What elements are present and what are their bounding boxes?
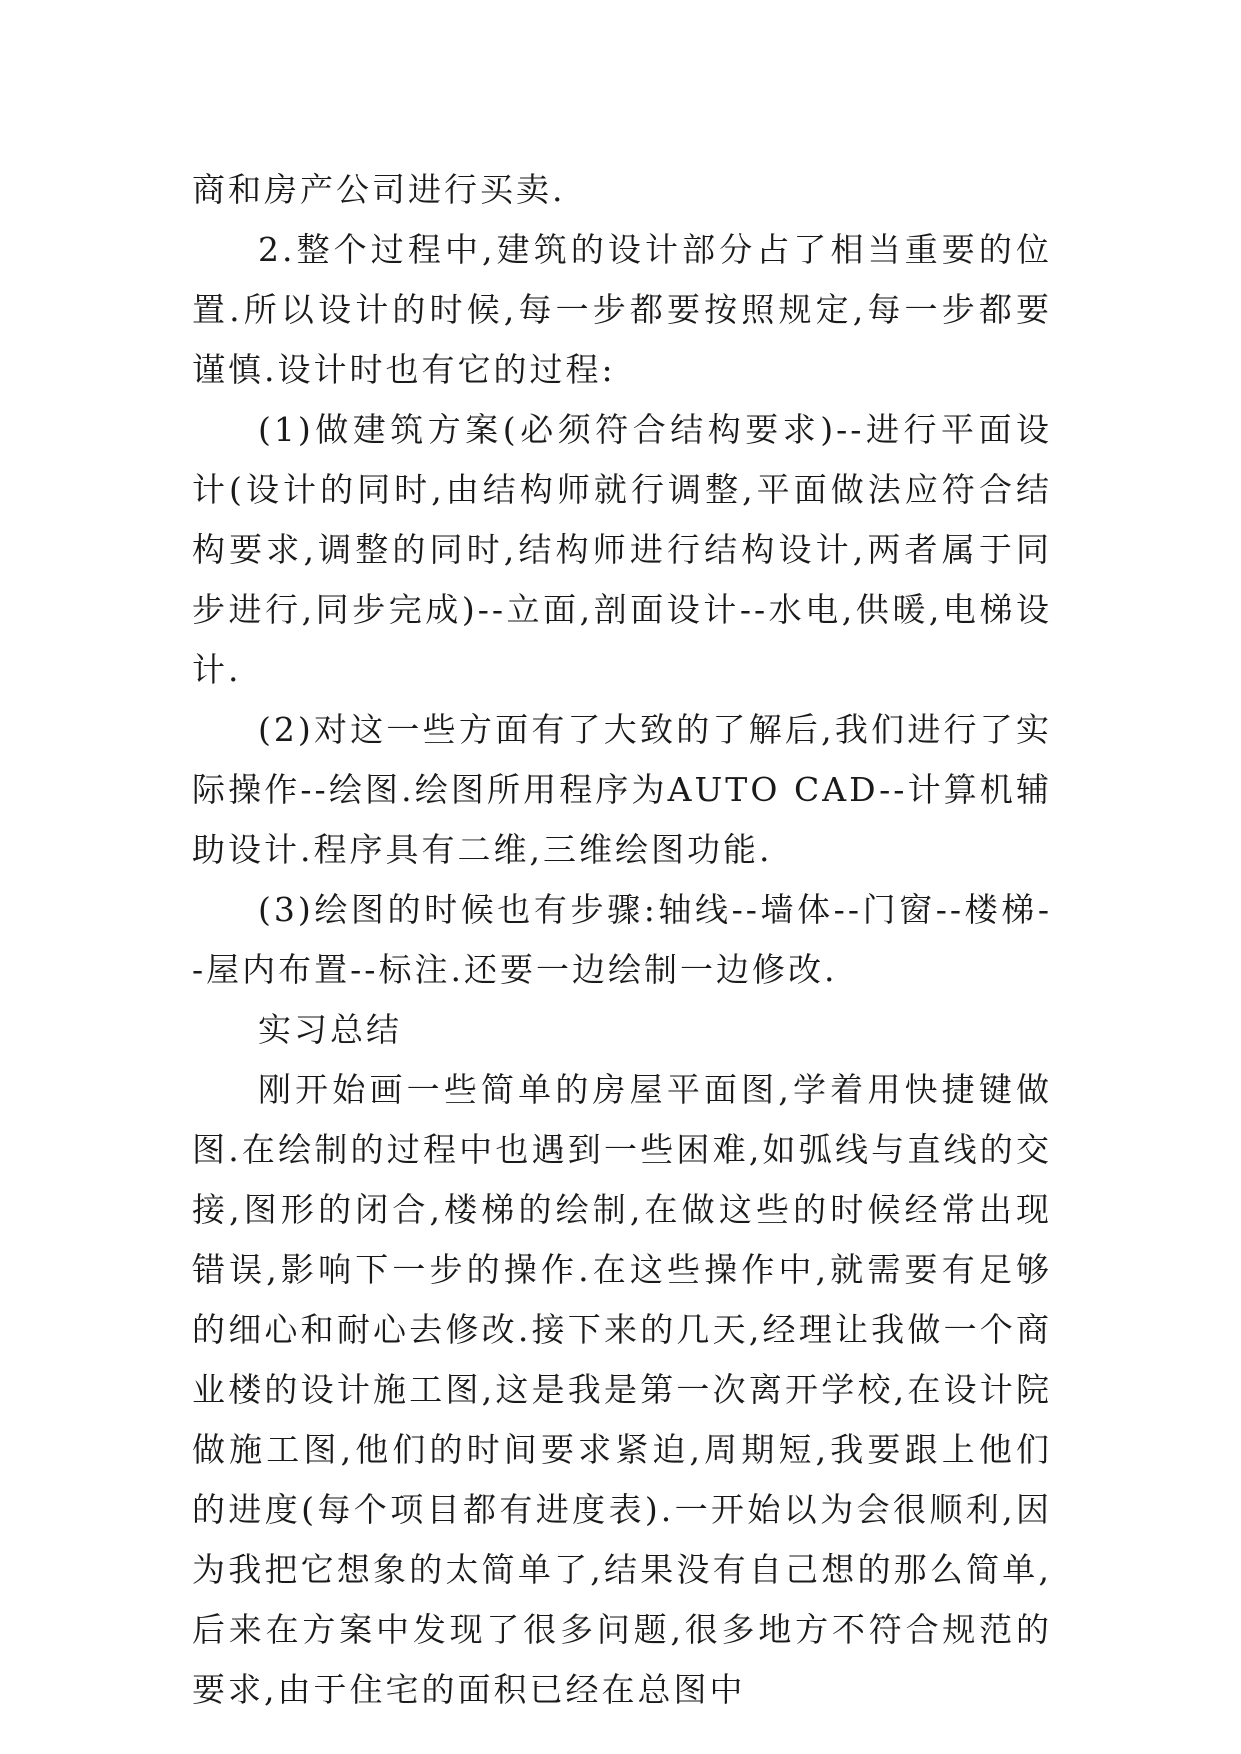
paragraph-step-3: (3)绘图的时候也有步骤:轴线--墙体--门窗--楼梯--屋内布置--标注.还要一边绘制一边修改. xyxy=(192,890,1052,989)
paragraph-continuation: 商和房产公司进行买卖. xyxy=(192,170,566,209)
document-body xyxy=(192,160,1052,1720)
paragraph-step-2: (2)对这一些方面有了大致的了解后,我们进行了实际操作--绘图.绘图所用程序为AUTO CAD--计算机辅助设计.程序具有二维,三维绘图功能. xyxy=(192,710,1052,869)
section-heading-summary: 实习总结 xyxy=(258,1010,402,1049)
paragraph-summary-body: 刚开始画一些简单的房屋平面图,学着用快捷键做图.在绘制的过程中也遇到一些困难,如弧线与直线的交接,图形的闭合,楼梯的绘制,在做这些的时候经常出现错误,影响下一步的操作.在这些操作中,就需要有足够的细心和耐心去修改.接下来的几天,经理让我做一个商业楼的设计施工图,这是我是第一次离开学校,在设计院做施工图,他们的时间要求紧迫,周期短,我要跟上他们的进度(每个项目都有进度表).一开始以为会很顺利,因为我把它想象的太简单了,结果没有自己想的那么简单,后来在方案中发现了很多问题,很多地方不符合规范的要求,由于住宅的面积已经在总图中 xyxy=(192,1070,1052,1709)
paragraph-design-importance: 2.整个过程中,建筑的设计部分占了相当重要的位置.所以设计的时候,每一步都要按照规定,每一步都要谨慎.设计时也有它的过程: xyxy=(192,230,1052,389)
paragraph-step-1: (1)做建筑方案(必须符合结构要求)--进行平面设计(设计的同时,由结构师就行调整,平面做法应符合结构要求,调整的同时,结构师进行结构设计,两者属于同步进行,同步完成)--立面,剖面设计--水电,供暖,电梯设计. xyxy=(192,410,1052,689)
